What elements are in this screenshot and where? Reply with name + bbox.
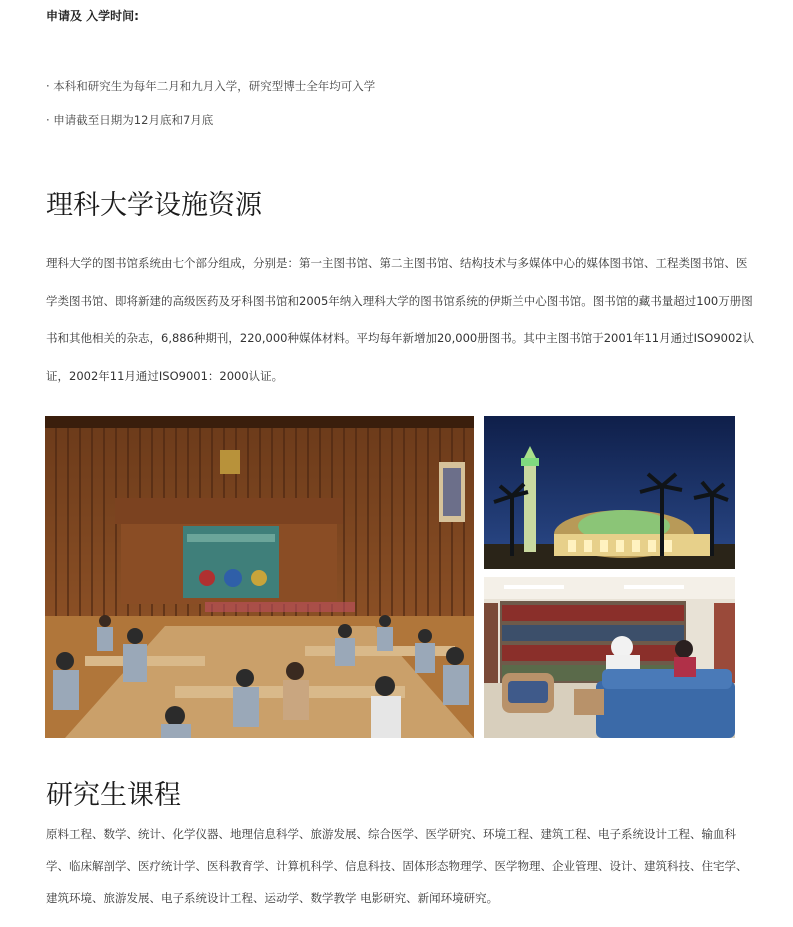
lecture-hall-photo <box>45 416 474 738</box>
facilities-paragraph <box>46 245 756 395</box>
library-interior-photo <box>484 577 735 738</box>
facilities-title: 理科大学设施资源 <box>46 190 262 221</box>
courses-paragraph <box>46 818 756 914</box>
facilities-paragraph-text: 理科大学的图书馆系统由七个部分组成，分别是：第一主图书馆、第二主图书馆、结构技术与多媒体中心的媒体图书馆、工程类图书馆、医学类图书馆、即将新建的高级医药及牙科图书馆和2005年纳入理科大学的图书馆系统的伊斯兰中心图书馆。图书馆的藏书量超过100万册图书和其他相关的杂志，6,886种期刊，220,000种媒体材料。平均每年新增加20,000册图书。其中主图书馆于2001年11月通过ISO9002认证，2002年11月通过ISO9001：2000认证。 <box>46 256 755 383</box>
courses-paragraph-text: 原料工程、数学、统计、化学仪器、地理信息科学、旅游发展、综合医学、医学研究、环境工程、建筑工程、电子系统设计工程、输血科学、临床解剖学、医疗统计学、医科教育学、计算机科学、信息科技、固体形态物理学、医学物理、企业管理、设计、建筑科技、住宅学、建筑环境、旅游发展、电子系统设计工程、运动学、数学教学 电影研究、新闻环境研究。 <box>46 827 748 905</box>
admission-heading: 申请及 入学时间: <box>46 9 139 23</box>
admission-bullet-intake: · 本科和研究生为每年二月和九月入学，研究型博士全年均可入学 <box>46 79 376 93</box>
mosque-night-photo <box>484 416 735 569</box>
admission-bullet-deadline: · 申请截至日期为12月底和7月底 <box>46 113 214 127</box>
courses-title: 研究生课程 <box>46 780 181 811</box>
